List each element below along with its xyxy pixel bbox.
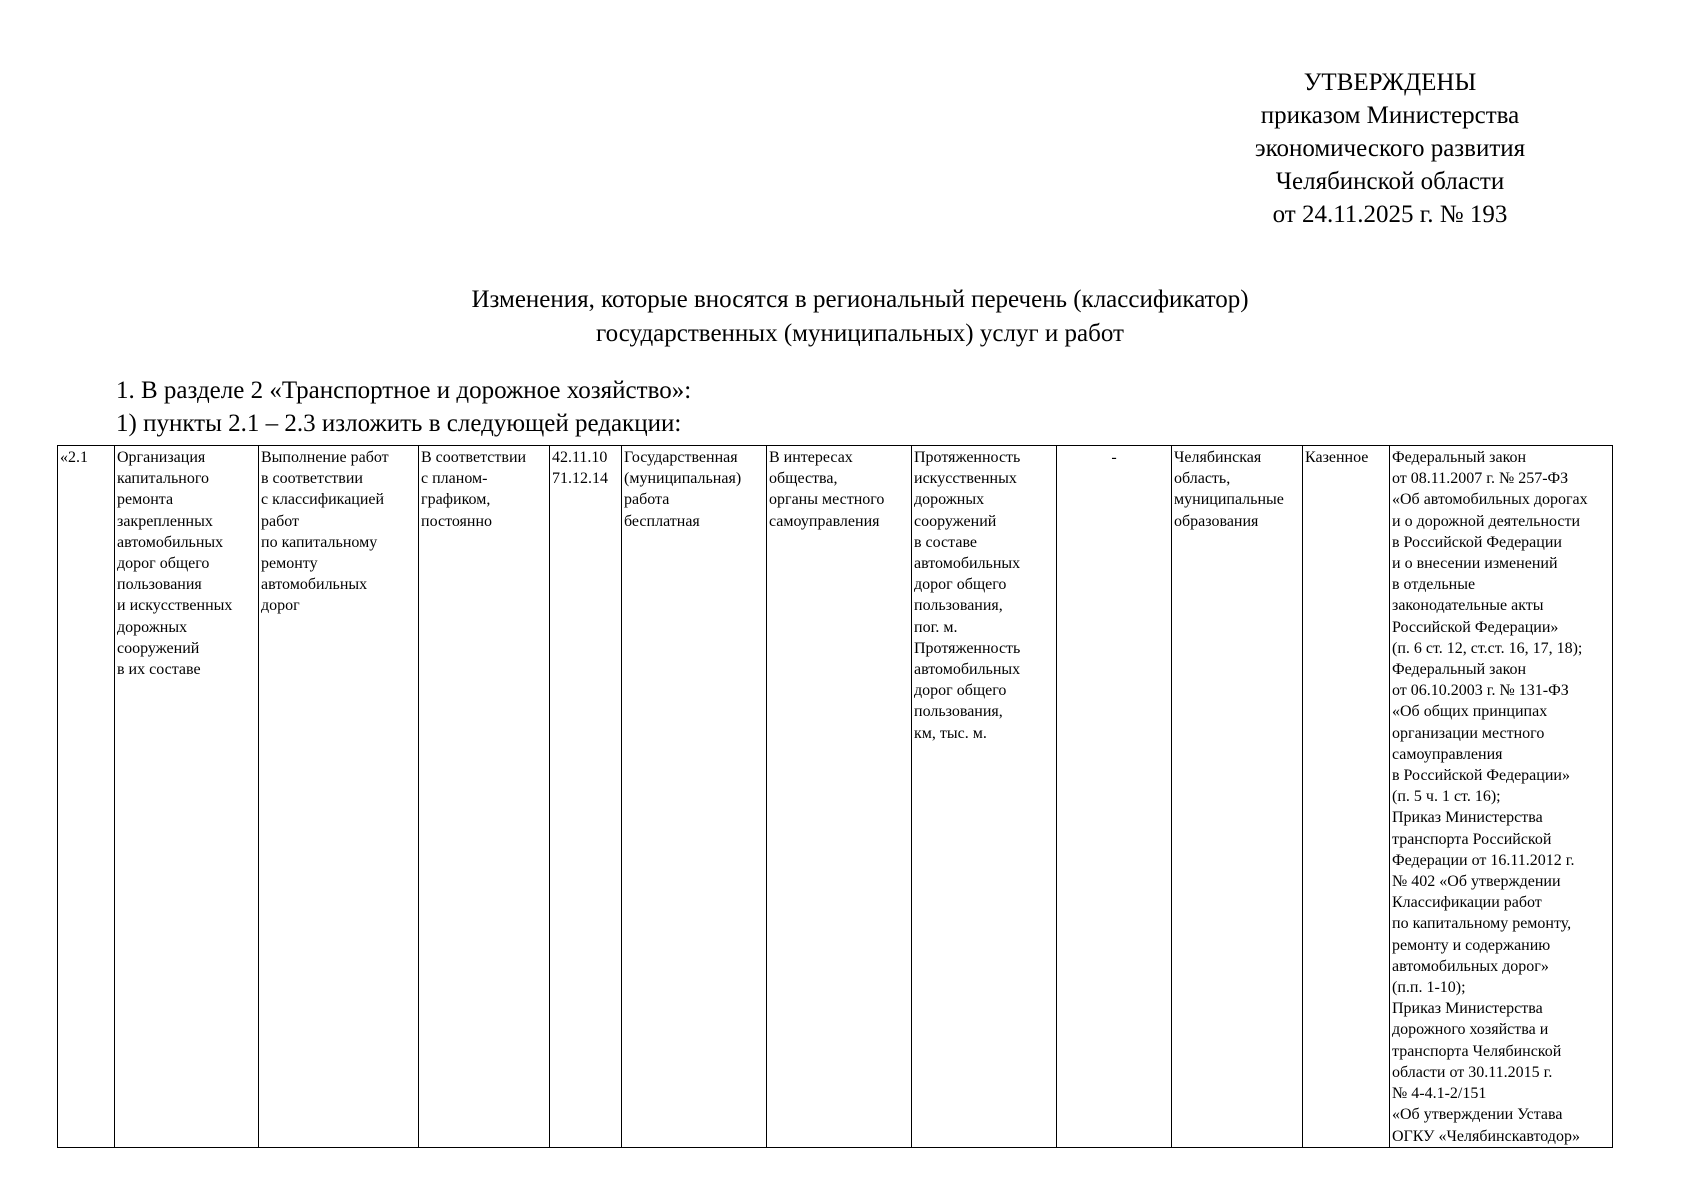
approval-line: экономического развития	[1254, 135, 1526, 162]
classifier-table	[57, 445, 1613, 1148]
cell-dash: -	[1057, 446, 1172, 1148]
cell-conditions: В соответствии с планом- графиком, постоянно	[419, 446, 550, 1148]
approval-line: приказом Министерства	[1260, 102, 1520, 129]
cell-service-type: Государственная (муниципальная) работа бесплатная	[622, 446, 767, 1148]
document-title-line: Изменения, которые вносятся в региональный перечень (классификатор)	[471, 286, 1249, 313]
approval-heading: УТВЕРЖДЕНЫ	[1303, 69, 1477, 96]
cell-indicators: Протяженность искусственных дорожных сооружений в составе автомобильных дорог общего пользования, пог. м. Протяженность автомобильных дорог общего пользования, км, тыс. м.	[912, 446, 1057, 1148]
cell-service-name: Организация капитального ремонта закрепленных автомобильных дорог общего пользования и искусственных дорожных сооружений в их составе	[115, 446, 259, 1148]
cell-consumers: В интересах общества, органы местного самоуправления	[767, 446, 912, 1148]
approval-stamp	[1160, 66, 1620, 231]
document-title	[250, 283, 1470, 351]
cell-item-number: «2.1	[58, 446, 115, 1148]
subsection-paragraph: 1) пункты 2.1 – 2.3 изложить в следующей редакции:	[116, 410, 682, 437]
table-row	[58, 446, 1613, 1148]
cell-authority: Челябинская область, муниципальные образования	[1172, 446, 1303, 1148]
document-title-line: государственных (муниципальных) услуг и работ	[596, 320, 1124, 347]
cell-service-content: Выполнение работ в соответствии с классификацией работ по капитальному ремонту автомобильных дорог	[259, 446, 419, 1148]
cell-institution-type: Казенное	[1303, 446, 1390, 1148]
cell-legal-basis: Федеральный закон от 08.11.2007 г. № 257-ФЗ «Об автомобильных дорогах и о дорожной деятельности в Российской Федерации и о внесении изменений в отдельные законодательные акты Российской Федерации» (п. 6 ст. 12, ст.ст. 16, 17, 18); Федеральный закон от 06.10.2003 г. № 131-ФЗ «Об общих принципах организации местного самоуправления в Российской Федерации» (п. 5 ч. 1 ст. 16); Приказ Министерства транспорта Российской Федерации от 16.11.2012 г. № 402 «Об утверждении Классификации работ по капитальному ремонту, ремонту и содержанию автомобильных дорог» (п.п. 1-10); Приказ Министерства дорожного хозяйства и транспорта Челябинской области от 30.11.2015 г. № 4-4.1-2/151 «Об утверждении Устава ОГКУ «Челябинскавтодор»	[1390, 446, 1613, 1148]
approval-date-number: от 24.11.2025 г. № 193	[1272, 201, 1508, 228]
approval-line: Челябинской области	[1275, 168, 1505, 195]
cell-okved-codes: 42.11.10 71.12.14	[550, 446, 622, 1148]
section-paragraph: 1. В разделе 2 «Транспортное и дорожное хозяйство»:	[116, 377, 692, 404]
